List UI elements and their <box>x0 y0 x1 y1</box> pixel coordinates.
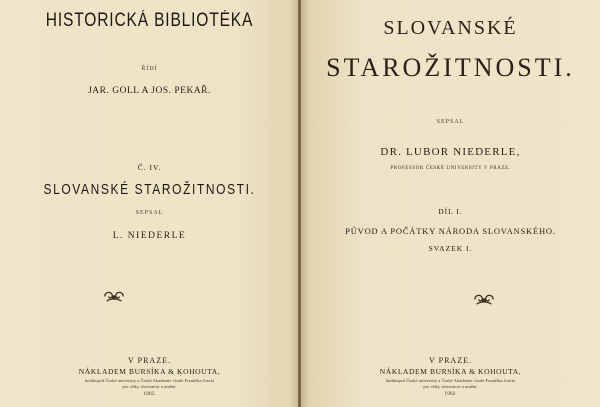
imprint-publisher: NÁKLADEM BURSÍKA & KOHOUTA, <box>78 367 221 376</box>
title-line-1: SLOVANSKÉ <box>383 17 518 39</box>
title-line-2: STAROŽITNOSTI. <box>326 53 575 82</box>
author: L. NIEDERLE <box>112 231 187 241</box>
part-number: DÍL I. <box>438 207 463 216</box>
part-title: PŮVOD A POČÁTKY NÁRODA SLOVANSKÉHO. <box>345 226 556 236</box>
imprint-year: 1902. <box>143 391 156 397</box>
imprint-place: V PRAZE. <box>429 356 472 365</box>
printers-ornament-icon <box>473 292 495 307</box>
written-by-label: SEPSAL <box>135 210 164 216</box>
left-page-half-title <box>0 0 299 407</box>
imprint-place: V PRAZE. <box>128 356 171 365</box>
series-title: HISTORICKÁ BIBLIOTÉKA <box>45 10 254 31</box>
imprint-note-2: pro vědy, slovesnost a umění. <box>122 384 177 389</box>
imprint-note-1: knihkupců České university a České Akademie císaře Františka Josefa <box>385 378 516 383</box>
author-name: DR. LUBOR NIEDERLE, <box>380 146 521 158</box>
edited-by-label: ŘÍDÍ <box>141 66 158 72</box>
editors: JAR. GOLL A JOS. PEKAŘ. <box>88 86 211 96</box>
written-by-label: SEPSAL <box>436 119 465 125</box>
printers-ornament-icon <box>103 289 125 304</box>
imprint-note-1: knihkupců České university a České Akademie císaře Františka Josefa <box>84 378 215 383</box>
right-page-title-page <box>301 0 600 407</box>
imprint-publisher: NÁKLADEM BURSÍKA & KOHOUTA, <box>379 367 522 376</box>
author-role: PROFESSOR ČESKÉ UNIVERSITY V PRAZE. <box>390 166 511 171</box>
work-title: SLOVANSKÉ STAROŽITNOSTI. <box>43 181 256 198</box>
volume-number: Č. IV. <box>137 163 162 172</box>
imprint-year: 1902. <box>444 391 457 397</box>
imprint-note-2: pro vědy, slovesnost a umění. <box>423 384 478 389</box>
volume-label: SVAZEK I. <box>428 244 473 253</box>
